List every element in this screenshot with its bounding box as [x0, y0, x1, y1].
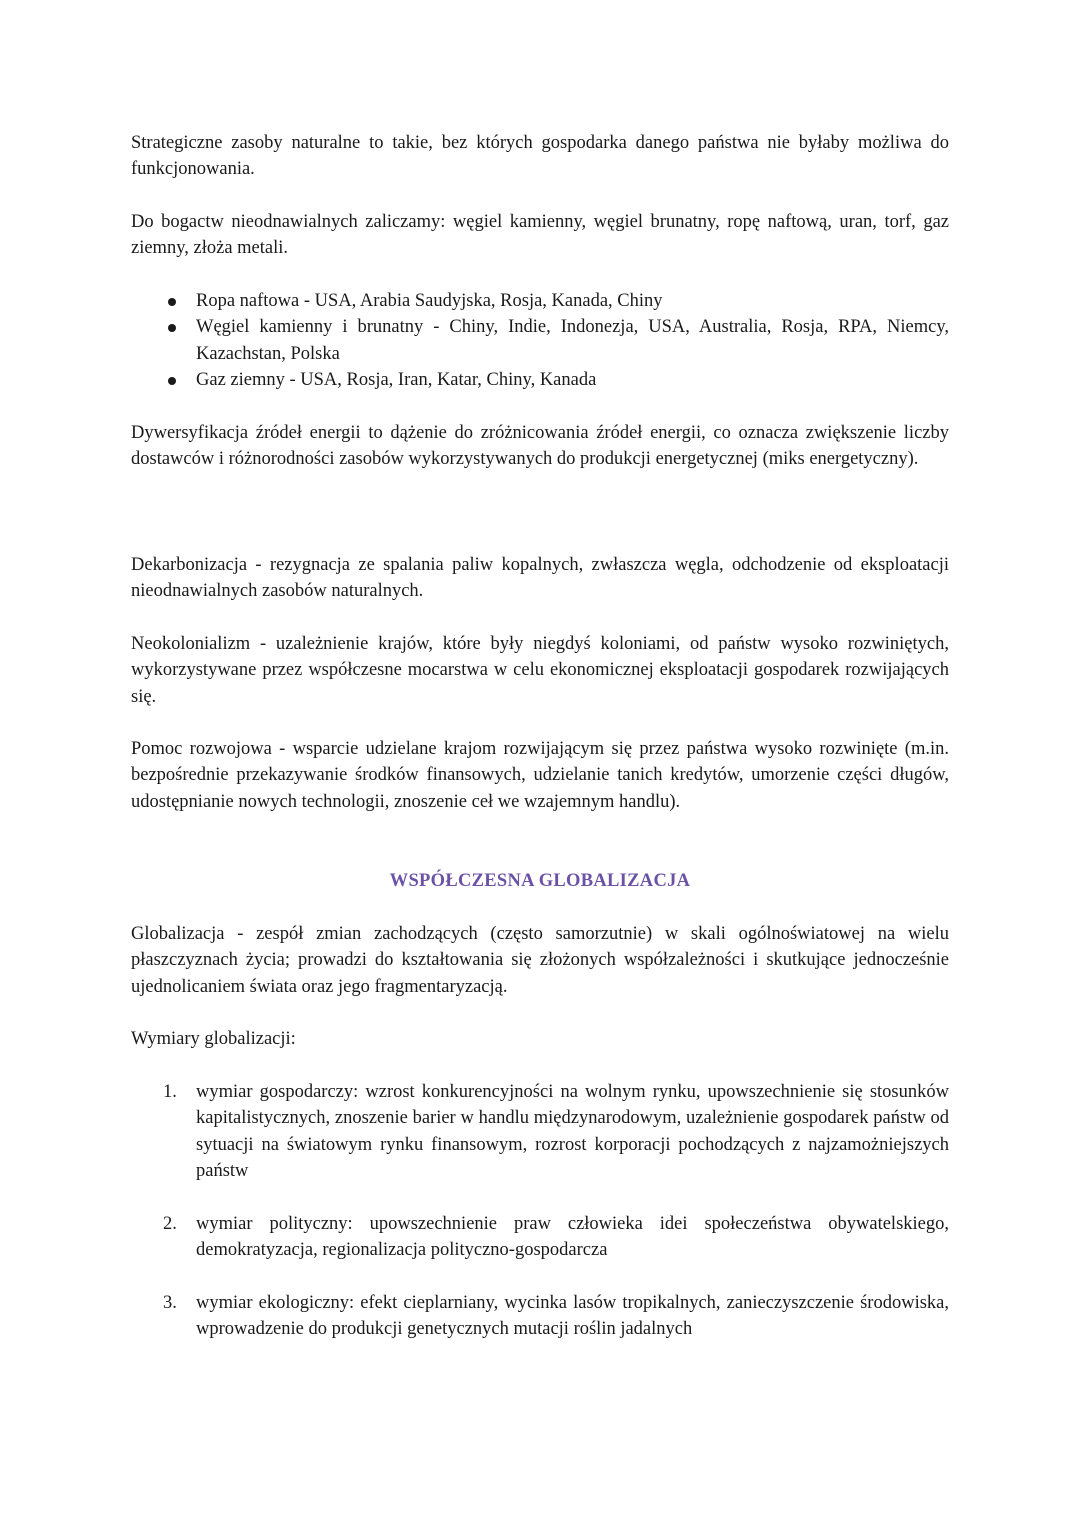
- bullet-icon: [168, 298, 176, 306]
- list-item: [131, 288, 949, 314]
- list-item-text: Gaz ziemny - USA, Rosja, Iran, Katar, Chiny, Kanada: [196, 370, 597, 391]
- list-item-number: 2.: [163, 1214, 177, 1234]
- bullet-icon: [168, 377, 176, 385]
- list-item-text: wymiar ekologiczny: efekt cieplarniany, wycinka lasów tropikalnych, zanieczyszczenie środowiska, wprowadzenie do produkcji genetycznych mutacji roślin jadalnych: [196, 1293, 949, 1340]
- list-item: [131, 1211, 949, 1264]
- paragraph-globalization: Globalizacja - zespół zmian zachodzących (często samorzutnie) w skali ogólnoświatowej na wielu płaszczyznach życia; prowadzi do kształtowania się złożonych współzależności i skutkujące jednocześnie ujednolicaniem świata oraz jego fragmentaryzacją.: [131, 924, 949, 997]
- paragraph-diversification: Dywersyfikacja źródeł energii to dążenie do zróżnicowania źródeł energii, co oznacza zwiększenie liczby dostawców i różnorodności zasobów wykorzystywanych do produkcji energetycznej (miks energetyczny).: [131, 423, 949, 470]
- list-item: [131, 367, 949, 393]
- paragraph-neocolonialism: Neokolonializm - uzależnienie krajów, które były niegdyś koloniami, od państw wysoko rozwiniętych, wykorzystywane przez współczesne mocarstwa w celu ekonomicznej eksploatacji gospodarek rozwijających się.: [131, 634, 949, 707]
- list-item-text: wymiar polityczny: upowszechnienie praw człowieka idei społeczeństwa obywatelskiego, demokratyzacja, regionalizacja polityczno-gospodarcza: [196, 1214, 949, 1261]
- section-heading: WSPÓŁCZESNA GLOBALIZACJA: [389, 871, 691, 891]
- paragraph-development-aid: Pomoc rozwojowa - wsparcie udzielane krajom rozwijającym się przez państwa wysoko rozwinięte (m.in. bezpośrednie przekazywanie środków finansowych, udzielanie tanich kredytów, umorzenie części długów, udostępnianie nowych technologii, znoszenie ceł we wzajemnym handlu).: [131, 739, 949, 812]
- list-item-number: 3.: [163, 1293, 177, 1313]
- paragraph-nonrenewable-resources: Do bogactw nieodnawialnych zaliczamy: węgiel kamienny, węgiel brunatny, ropę naftową, uran, torf, gaz ziemny, złoża metali.: [131, 212, 949, 259]
- paragraph-decarbonization: Dekarbonizacja - rezygnacja ze spalania paliw kopalnych, zwłaszcza węgla, odchodzenie od eksploatacji nieodnawialnych zasobów naturalnych.: [131, 555, 949, 602]
- list-item: [131, 1079, 949, 1185]
- paragraph-strategic-resources: Strategiczne zasoby naturalne to takie, bez których gospodarka danego państwa nie byłaby możliwa do funkcjonowania.: [131, 133, 949, 180]
- list-item-text: Węgiel kamienny i brunatny - Chiny, Indie, Indonezja, USA, Australia, Rosja, RPA, Niemcy, Kazachstan, Polska: [196, 317, 949, 364]
- resources-bullet-list: [131, 288, 949, 394]
- bullet-icon: [168, 324, 176, 332]
- list-item-text: wymiar gospodarczy: wzrost konkurencyjności na wolnym rynku, upowszechnienie się stosunków kapitalistycznych, znoszenie barier w handlu międzynarodowym, uzależnienie gospodarek państw od sytuacji na światowym rynku finansowym, rozrost korporacji pochodzących z najzamożniejszych państw: [196, 1082, 949, 1182]
- list-item-number: 1.: [163, 1082, 177, 1102]
- list-item-text: Ropa naftowa - USA, Arabia Saudyjska, Rosja, Kanada, Chiny: [196, 291, 663, 311]
- paragraph-dimensions-intro: Wymiary globalizacji:: [131, 1029, 296, 1049]
- list-item: [131, 1290, 949, 1343]
- list-item: [131, 314, 949, 367]
